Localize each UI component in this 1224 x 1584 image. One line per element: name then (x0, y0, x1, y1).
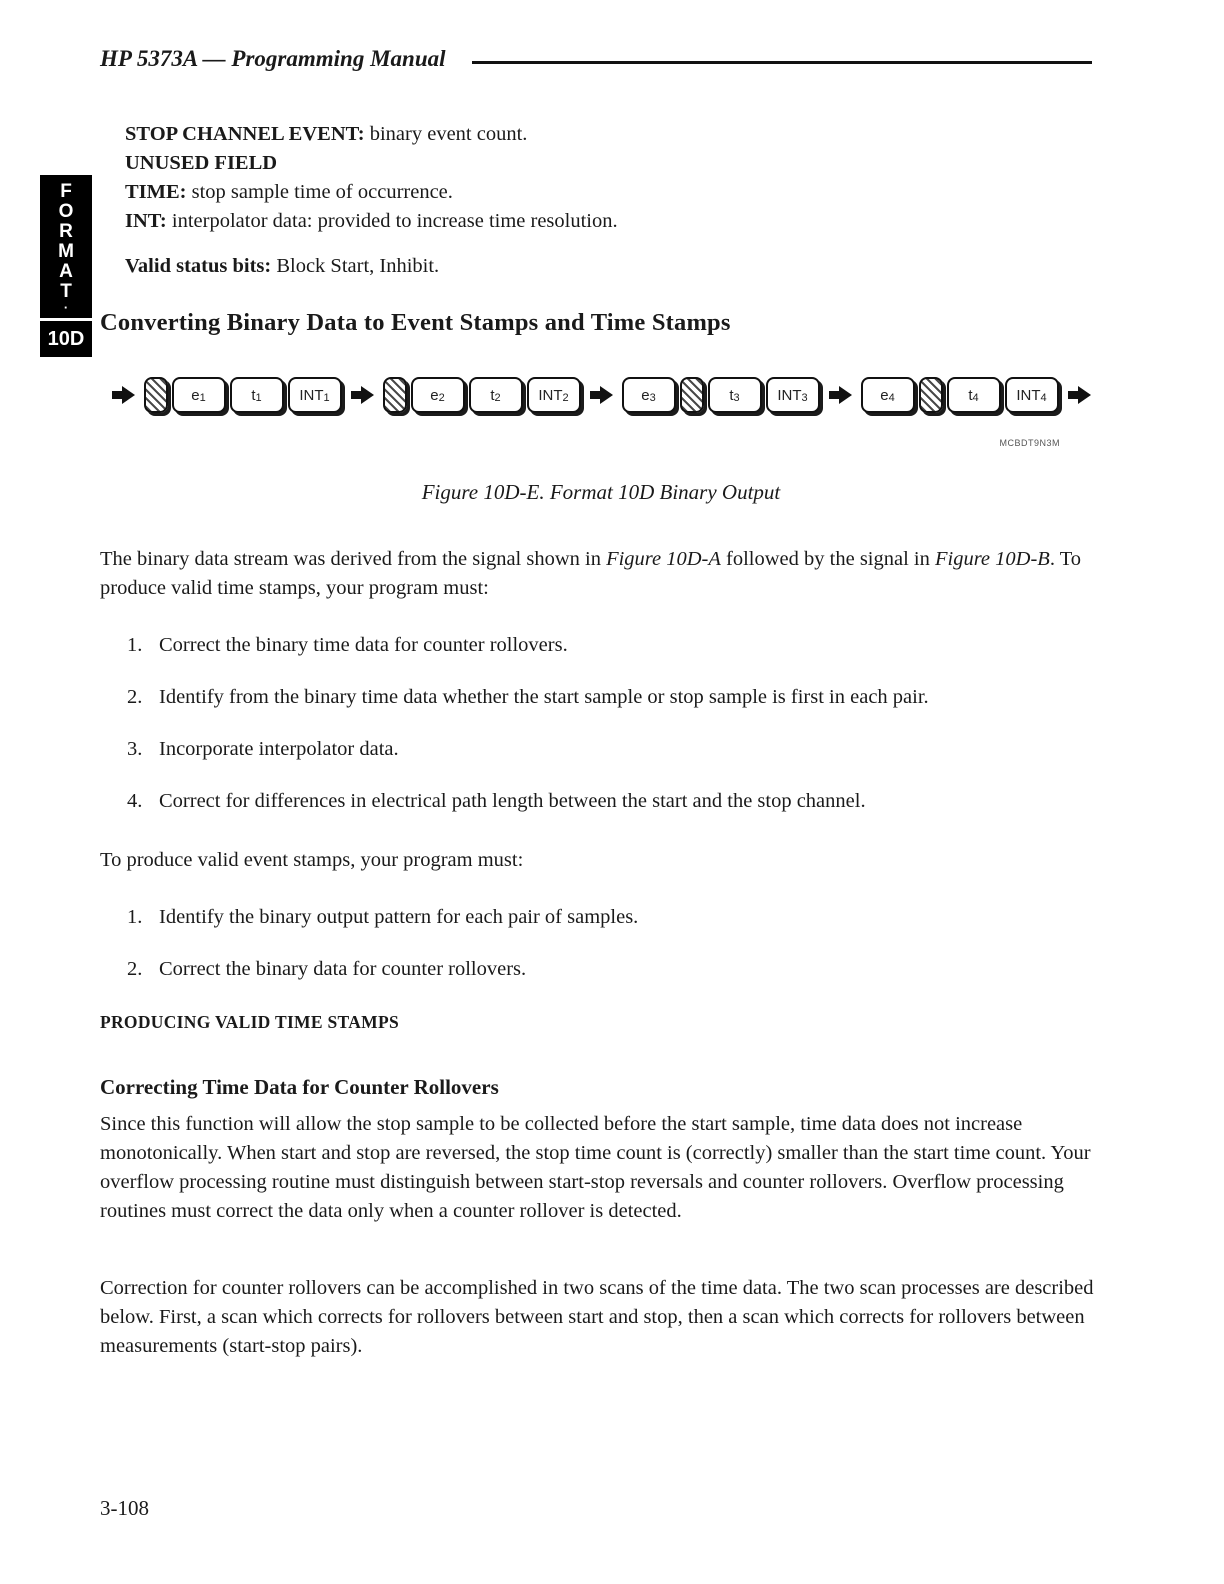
field-line (125, 178, 1102, 207)
page-header (100, 46, 1092, 72)
format-letter: A (59, 261, 73, 282)
figure-10d-e (100, 371, 1102, 507)
list-item: Identify the binary output pattern for each pair of samples. (159, 906, 639, 928)
manual-title: HP 5373A — Programming Manual (100, 46, 446, 71)
body-paragraph: Correction for counter rollovers can be accomplished in two scans of the time data. The two scan processes are described below. First, a scan which corrects for rollovers between start and stop, then a scan which corrects for rollovers between measurements (start-stop pairs). (100, 1277, 1094, 1357)
event-stamps-intro: To produce valid event stamps, your program must: (100, 849, 524, 871)
format-letter: R (59, 221, 73, 242)
header-rule (472, 61, 1093, 64)
event-cell: e $_2$ (411, 377, 465, 413)
list-item: Correct the binary data for counter rollovers. (159, 958, 527, 980)
field-definitions (100, 120, 1102, 236)
sample-group-3 (622, 377, 820, 413)
time-stamps-steps (127, 631, 1102, 816)
time-cell: t $_4$ (947, 377, 1001, 413)
figure-ref: Figure 10D-A (606, 548, 721, 570)
time-cell: t $_2$ (469, 377, 523, 413)
tab-separator-dot: · (63, 300, 69, 315)
format-letter: O (58, 201, 74, 222)
figure-caption: Figure 10D-E. Format 10D Binary Output (421, 480, 781, 504)
figure-code: MCBDT9N3M (999, 438, 1060, 448)
list-item: Identify from the binary time data whether the start sample or stop sample is first in each pair. (159, 686, 929, 708)
format-tab (40, 175, 92, 357)
field-desc: Block Start, Inhibit. (276, 255, 440, 277)
hatch-cell (383, 377, 407, 413)
event-cell: e $_3$ (622, 377, 676, 413)
hatch-cell (919, 377, 943, 413)
field-term: Valid status bits: (125, 255, 272, 277)
section-heading: Converting Binary Data to Event Stamps and Time Stamps (100, 309, 731, 336)
page-content (100, 120, 1102, 1361)
flow-arrow-icon (590, 386, 613, 404)
field-desc: stop sample time of occurrence. (191, 181, 453, 203)
page-number: 3-108 (100, 1496, 149, 1520)
int-cell: INT $_1$ (288, 377, 342, 413)
subheading-correcting-time-data: Correcting Time Data for Counter Rollovers (100, 1075, 499, 1099)
field-term: STOP CHANNEL EVENT: (125, 123, 365, 145)
int-cell: INT $_4$ (1005, 377, 1059, 413)
field-line (125, 149, 1102, 178)
field-term: TIME: (125, 181, 187, 203)
field-term: INT: (125, 210, 167, 232)
int-cell: INT $_3$ (766, 377, 820, 413)
int-cell: INT $_2$ (527, 377, 581, 413)
format-letter: T (60, 281, 72, 302)
format-letter: M (58, 241, 74, 262)
field-desc: binary event count. (369, 123, 528, 145)
body-paragraph: Since this function will allow the stop sample to be collected before the start sample, time data does not increase monotonically. When start and stop are reversed, the stop time count is (correctly) smaller than the start time count. Your overflow processing routine must distinguish between start-stop reversals and counter rollovers. Overflow processing routines must correct the data only when a counter rollover is detected. (100, 1113, 1091, 1222)
event-cell: e $_4$ (861, 377, 915, 413)
hatch-cell (680, 377, 704, 413)
list-item: Correct the binary time data for counter rollovers. (159, 634, 568, 656)
hatch-cell (144, 377, 168, 413)
list-item: Incorporate interpolator data. (159, 738, 399, 760)
figure-ref: Figure 10D-B (935, 548, 1050, 570)
flow-arrow-icon (829, 386, 852, 404)
sample-group-1 (144, 377, 342, 413)
event-stamps-steps (127, 903, 1102, 984)
format-tab-letters (40, 175, 92, 318)
format-letter: F (60, 181, 72, 202)
field-term: UNUSED FIELD (125, 152, 278, 174)
list-item: Correct for differences in electrical path length between the start and the stop channel. (159, 790, 866, 812)
time-cell: t $_1$ (230, 377, 284, 413)
subheading-producing-valid-time-stamps: PRODUCING VALID TIME STAMPS (100, 1012, 400, 1032)
flow-arrow-icon (1068, 386, 1091, 404)
sample-group-4 (861, 377, 1059, 413)
field-line (125, 120, 1102, 149)
field-line (125, 207, 1102, 236)
binary-output-diagram (100, 371, 1102, 419)
flow-arrow-icon (112, 386, 135, 404)
field-desc: interpolator data: provided to increase time resolution. (171, 210, 618, 232)
flow-arrow-icon (351, 386, 374, 404)
format-tab-10d: 10D (40, 321, 92, 357)
event-cell: e $_1$ (172, 377, 226, 413)
intro-paragraph: The binary data stream was derived from the signal shown in Figure 10D-A followed by the signal in Figure 10D-B. To produce valid time stamps, your program must: (100, 548, 1082, 599)
valid-status-bits-line (100, 252, 1102, 281)
sample-group-2 (383, 377, 581, 413)
time-cell: t $_3$ (708, 377, 762, 413)
